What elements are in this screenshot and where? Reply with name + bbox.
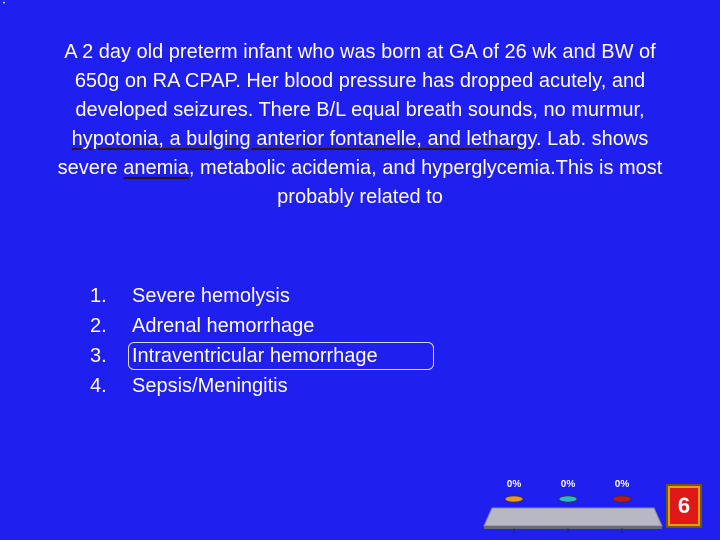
response-chart [478, 468, 668, 540]
question-part-2: . Lab. shows severe [57, 128, 649, 179]
slide-corner-mark: • [3, 1, 6, 7]
chart-data-label-2: 0% [560, 479, 576, 490]
answer-option-1[interactable] [90, 281, 378, 311]
answer-option-number: 4. [90, 375, 107, 397]
selected-answer-highlight [128, 342, 434, 370]
answer-options-list [90, 281, 378, 401]
chart-bar-1 [505, 496, 523, 502]
question-text [40, 38, 680, 212]
answer-option-number: 3. [90, 345, 107, 367]
chart-floor [484, 508, 662, 526]
chart-bar-2 [559, 496, 577, 502]
answer-option-2[interactable] [90, 311, 378, 341]
chart-tick-label-3: 3 [620, 529, 624, 535]
answer-option-label: Severe hemolysis [132, 285, 290, 307]
answer-option-number: 1. [90, 285, 107, 307]
question-part-3: , metabolic acidemia, and hyperglycemia.This is most probably related to [188, 157, 663, 208]
chart-bar-3 [613, 496, 631, 502]
chart-tick-label-2: 2 [566, 529, 570, 535]
answer-option-number: 2. [90, 315, 107, 337]
question-underlined-signs: hypotonia, a bulging anterior fontanelle, and lethargy [71, 128, 537, 150]
answer-option-3[interactable] [90, 341, 378, 371]
answer-option-label: Intraventricular hemorrhage [132, 345, 378, 367]
chart-data-label-1: 0% [506, 479, 522, 490]
question-underlined-anemia: anemia [123, 157, 189, 179]
question-part-1: A 2 day old preterm infant who was born at GA of 26 wk and BW of 650g on RA CPAP. Her blood pressure has dropped acutely, and developed seizures. There B/L equal breath sounds, no murmur, [64, 41, 656, 121]
answer-option-label: Adrenal hemorrhage [132, 315, 315, 337]
chart-data-label-3: 0% [614, 479, 630, 490]
answer-option-4[interactable] [90, 371, 378, 401]
countdown-value: 6 [670, 488, 698, 524]
chart-tick-label-1: 1 [512, 529, 516, 535]
answer-option-label: Sepsis/Meningitis [132, 375, 288, 397]
countdown-timer [666, 484, 702, 528]
